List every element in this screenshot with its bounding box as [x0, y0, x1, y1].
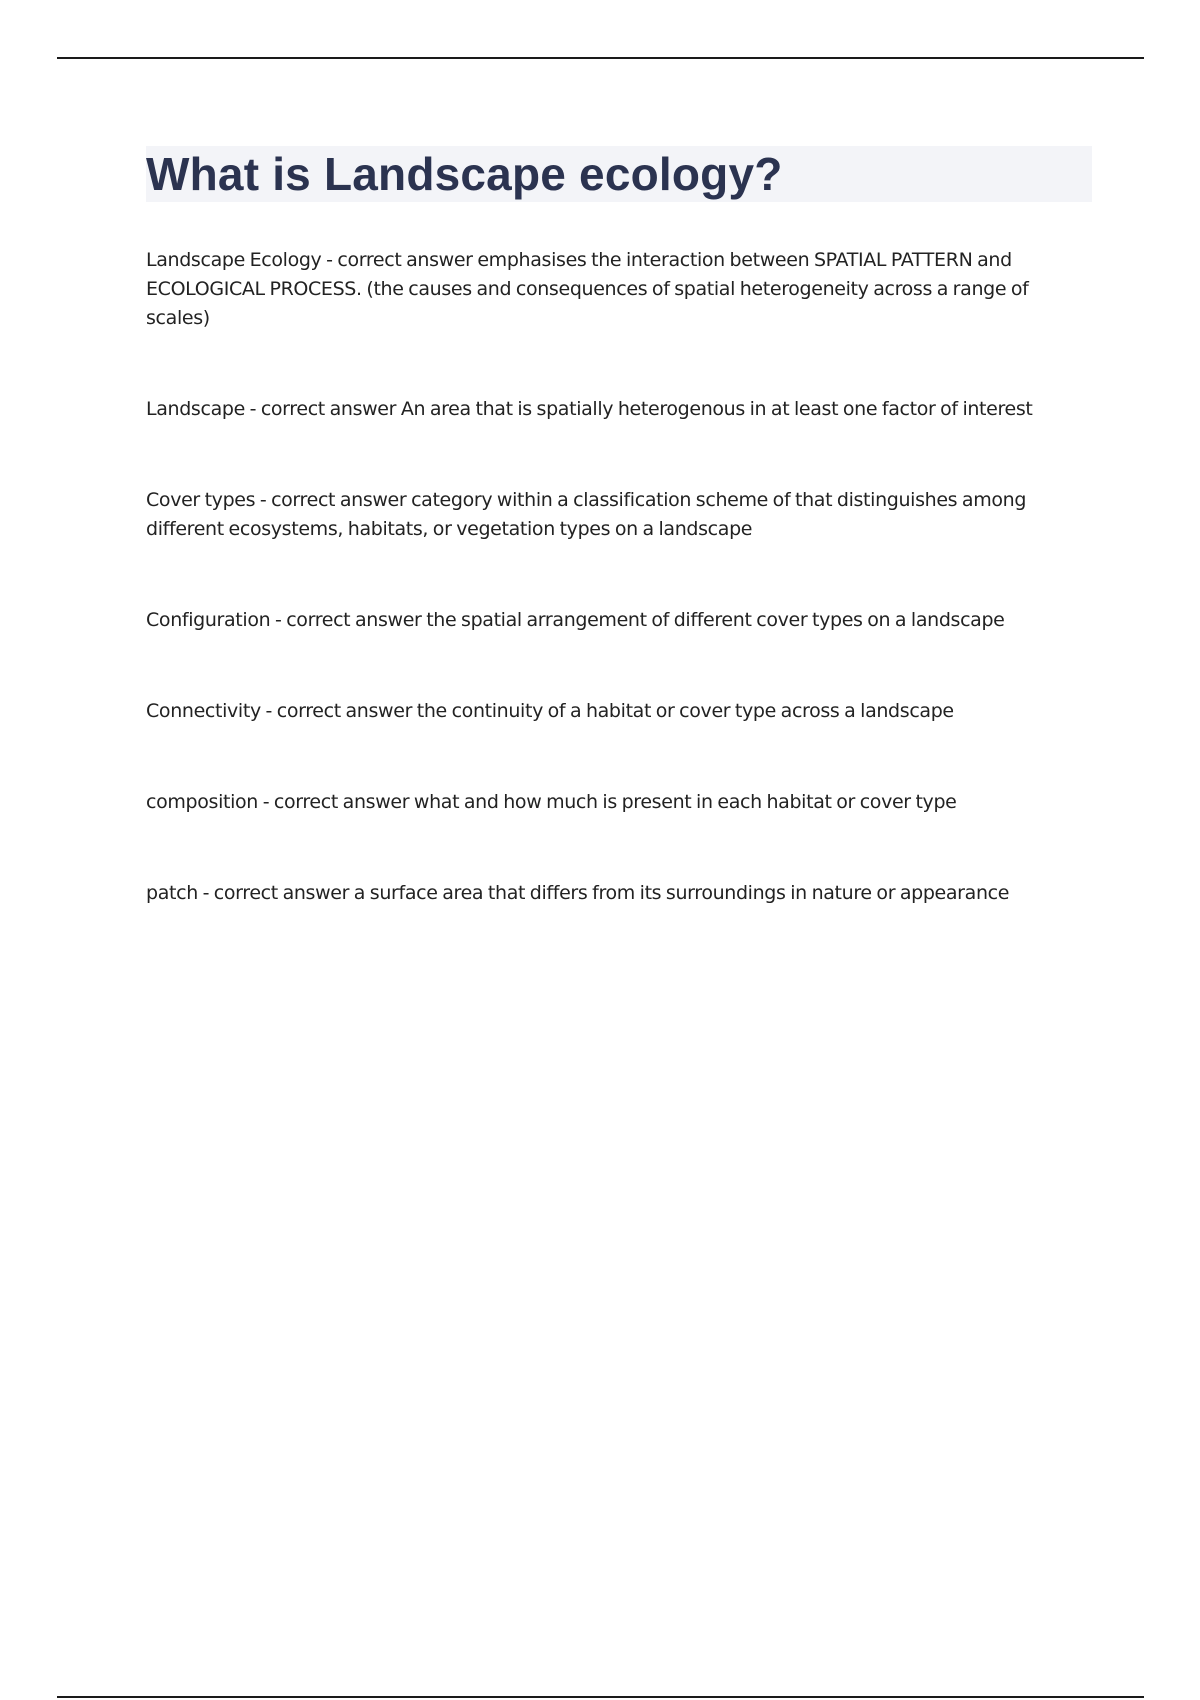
entry-definition: the continuity of a habitat or cover type across a landscape [416, 700, 954, 722]
answer-marker: correct answer [260, 398, 397, 420]
answer-marker: correct answer [273, 791, 410, 813]
list-item-landscape-ecology [146, 246, 1092, 333]
list-item-patch [146, 879, 1092, 908]
entry-definition: category within a classification scheme of that distinguishes among different ecosystems, habitats, or vegetation types on a landscape [146, 489, 1027, 540]
list-item-composition [146, 788, 1092, 817]
page-title: What is Landscape ecology? [146, 148, 783, 200]
list-item-landscape [146, 395, 1092, 424]
answer-marker: correct answer [213, 882, 350, 904]
entry-term: Landscape Ecology - [146, 249, 337, 271]
title-band [146, 146, 1092, 202]
entry-definition: what and how much is present in each habitat or cover type [413, 791, 957, 813]
footer-rule [57, 1696, 1144, 1698]
list-item-configuration [146, 606, 1092, 635]
entry-term: composition - [146, 791, 274, 813]
list-item-connectivity [146, 697, 1092, 726]
answer-marker: correct answer [276, 700, 413, 722]
answer-marker: correct answer [271, 489, 407, 511]
header-rule [57, 57, 1144, 59]
entry-definition: An area that is spatially heterogenous in at least one factor of interest [400, 398, 1033, 420]
entry-definition: emphasises the interaction between SPATIAL PATTERN and ECOLOGICAL PROCESS. (the causes and consequences of spatial heterogeneity across a range of scales) [146, 249, 1029, 329]
answer-marker: correct answer [337, 249, 473, 271]
document-body [146, 146, 1092, 970]
entry-definition: a surface area that differs from its surroundings in nature or appearance [353, 882, 1010, 904]
entry-definition: the spatial arrangement of different cover types on a landscape [426, 609, 1005, 631]
entry-term: Cover types - [146, 489, 271, 511]
entry-term: patch - [146, 882, 214, 904]
entry-term: Landscape - [146, 398, 261, 420]
answer-marker: correct answer [286, 609, 422, 631]
entry-term: Connectivity - [146, 700, 277, 722]
entry-term: Configuration - [146, 609, 286, 631]
list-item-cover-types [146, 486, 1092, 544]
entry-list [146, 246, 1092, 908]
